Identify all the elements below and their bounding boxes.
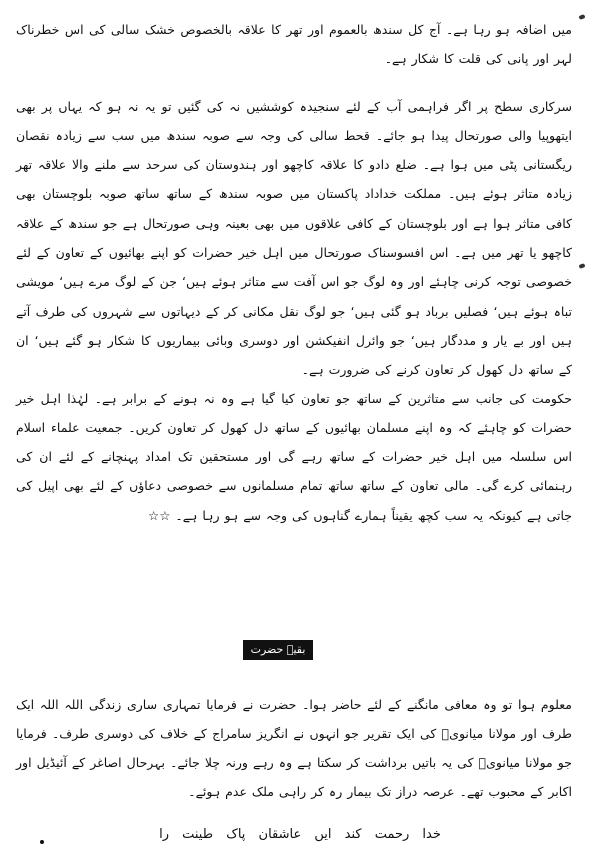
scan-speck [578, 263, 585, 269]
bullet-dot [40, 840, 44, 844]
paragraph-appeal: حکومت کی جانب سے متاثرین کے ساتھ جو تعاون کیا گیا ہے وہ نہ ہونے کے برابر ہے۔ لہٰذا اہل خیر حضرات کو چاہئے کہ وہ اپنے مسلمان بھائیوں کے ساتھ دل کھول کر تعاون کریں۔ جمعیت علماء اسلام اس سلسلہ میں اہل خیر حضرات کے ساتھ رہے گی اور مستحقین تک امداد پہنچانے کے لئے ان کی رہنمائی کرے گی۔ مالی تعاون کے ساتھ ساتھ تمام مسلمانوں سے خصوصی دعاؤں کے لئے بھی اپیل کی جاتی ہے کیونکہ یہ سب کچھ یقیناً ہمارے گناہوں کی وجہ سے ہو رہا ہے۔ ☆☆ [16, 390, 572, 523]
paragraph-drought-details: سرکاری سطح پر اگر فراہمی آب کے لئے سنجیدہ کوششیں نہ کی گئیں تو یہ نہ ہو کہ یہاں پر بھی ایتھوپیا والی صورتحال پیدا ہو جائے۔ قحط سالی کی وجہ سے صوبہ سندھ میں سب سے زیادہ نقصان ریگستانی پٹی میں ہوا ہے۔ ضلع دادو کا علاقہ کاچھو اور ہندوستان کی سرحد سے ملنے والا علاقہ تھر زیادہ متاثر ہوئے ہیں۔ مملکت خداداد پاکستان میں صوبہ سندھ کے ساتھ ساتھ صوبہ بلوچستان بھی کافی متاثر ہوا ہے اور بلوچستان کے کافی علاقوں میں بھی بعینہ وہی صورتحال ہے جو سندھ کے علاقہ کاچھو یا تھر میں ہے۔ اس افسوسناک صورتحال میں اہل خیر حضرات کو اپنے بھائیوں کے تعاون کے لئے خصوصی توجہ کرنی چاہئے اور وہ لوگ جو اس آفت سے متاثر ہوئے ہیں‘ جن کے لوگ مرے ہیں‘ مویشی تباہ ہوئے ہیں‘ فصلیں برباد ہو گئی ہیں‘ جو لوگ نقل مکانی کر کے دیہاتوں سے شہروں کی طرف آتے ہیں اور بے یار و مددگار ہیں‘ جو وائرل انفیکشن اور دوسری وبائی بیماریوں کا شکار ہو گئے ہیں‘ ان کے ساتھ دل کھول کر تعاون کرنے کی ضرورت ہے۔ [16, 98, 572, 378]
continuation-label: بقیہ حضرت میانویؒ [243, 640, 313, 660]
scan-speck [578, 14, 585, 20]
paragraph-drought-intro: میں اضافہ ہو رہا ہے۔ آج کل سندھ بالعموم اور تھر کا علاقہ بالخصوص خشک سالی کی اس خطرناک لہر اور پانی کی قلت کا شکار ہے۔ [16, 21, 572, 66]
closing-couplet: خدا رحمت کند ایں عاشقان پاک طینت را [159, 827, 441, 842]
paragraph-mianvi: معلوم ہوا تو وہ معافی مانگنے کے لئے حاضر ہوا۔ حضرت نے فرمایا تمہاری ساری زندگی اللہ اللہ ایک طرف اور مولانا میانویؒ کی ایک تقریر جو انہوں نے انگریز سامراج کے خلاف کی دوسری طرف۔ فرمایا جو مولانا میانویؒ کی یہ باتیں برداشت کر سکتا ہے وہ رہے ورنہ چلا جائے۔ بہرحال اصاغر کے آئیڈیل اور اکابر کے محبوب تھے۔ عرصہ دراز تک بیمار رہ کر راہی ملک عدم ہوئے۔ [16, 696, 572, 800]
